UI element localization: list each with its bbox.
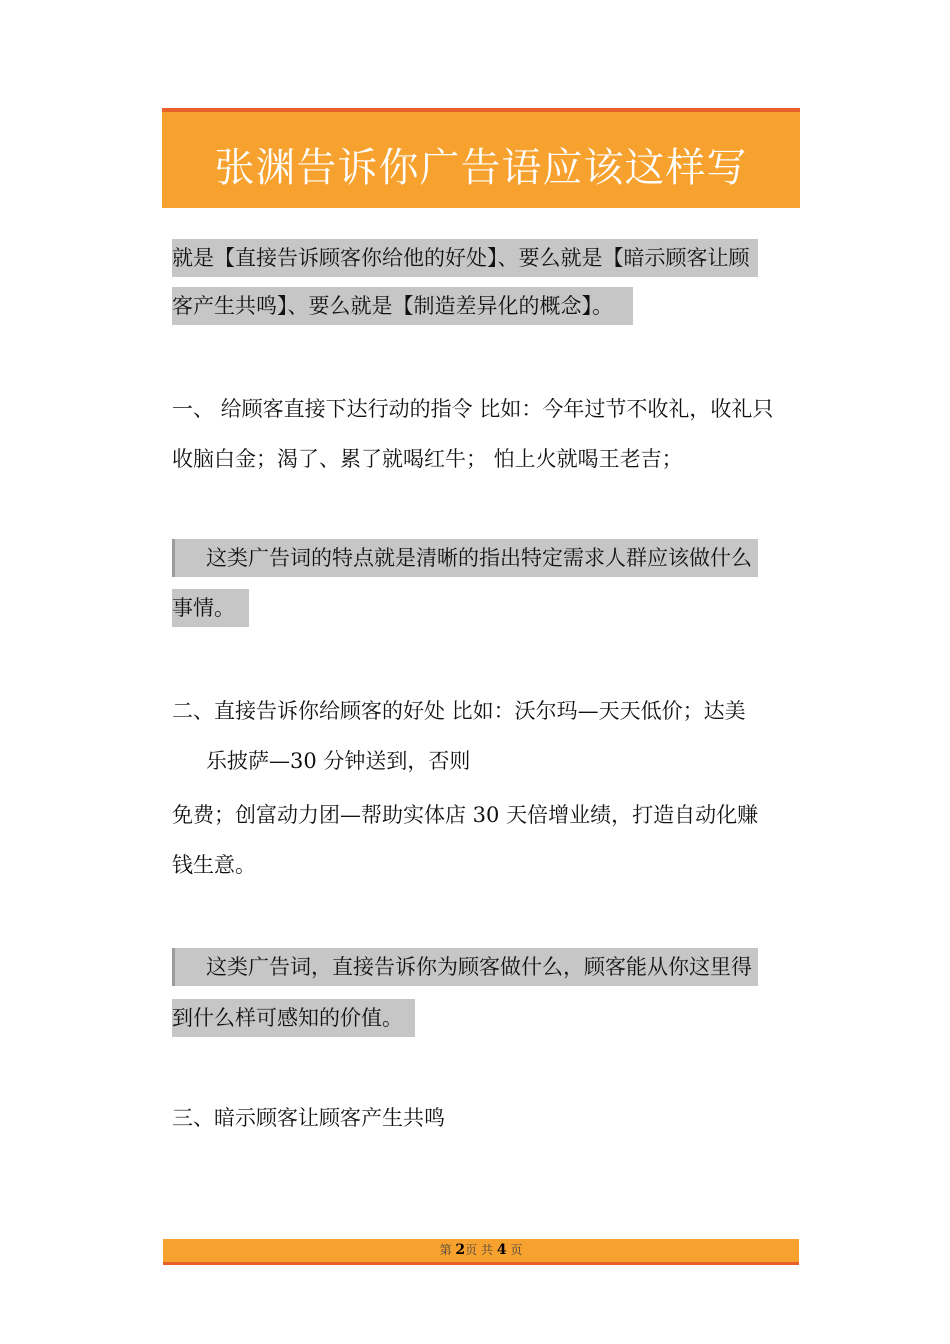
- section-1-line-2: 收脑白金；渴了、累了就喝红牛； 怕上火就喝王老吉；: [172, 447, 683, 471]
- highlight-marker: [172, 539, 194, 577]
- page-footer: [163, 1239, 799, 1265]
- current-page: 2: [455, 1242, 466, 1258]
- page-suffix: 页: [510, 1243, 523, 1257]
- note-1-line-1: 这类广告词的特点就是清晰的指出特定需求人群应该做什么: [194, 539, 758, 577]
- title-banner: [162, 108, 800, 208]
- intro-line-2: 客产生共鸣】、要么就是【制造差异化的概念】。: [172, 287, 633, 325]
- page-number: [163, 1241, 799, 1258]
- page-prefix: 第: [439, 1243, 452, 1257]
- highlight-marker: [172, 948, 194, 986]
- total-pages: 4: [496, 1242, 507, 1258]
- section-2-line-2: 乐披萨—30 分钟送到，否则: [206, 749, 471, 773]
- note-2-line-1: 这类广告词，直接告诉你为顾客做什么，顾客能从你这里得: [194, 948, 758, 986]
- note-1-line-2: 事情。: [172, 589, 249, 627]
- note-2-line-2: 到什么样可感知的价值。: [172, 999, 415, 1037]
- document-title: 张渊告诉你广告语应该这样写: [214, 145, 748, 191]
- intro-line-1: 就是【直接告诉顾客你给他的好处】、要么就是【暗示顾客让顾: [172, 239, 758, 277]
- section-3-line-1: 三、暗示顾客让顾客产生共鸣: [172, 1106, 445, 1130]
- section-2-line-3: 免费；创富动力团—帮助实体店 30 天倍增业绩，打造自动化赚: [172, 803, 759, 827]
- section-1-line-1: 一、 给顾客直接下达行动的指令 比如：今年过节不收礼，收礼只: [172, 397, 774, 421]
- page-middle: 页 共: [465, 1243, 493, 1257]
- section-2-line-1: 二、直接告诉你给顾客的好处 比如：沃尔玛—天天低价；达美: [172, 699, 746, 723]
- section-2-line-4: 钱生意。: [172, 853, 256, 877]
